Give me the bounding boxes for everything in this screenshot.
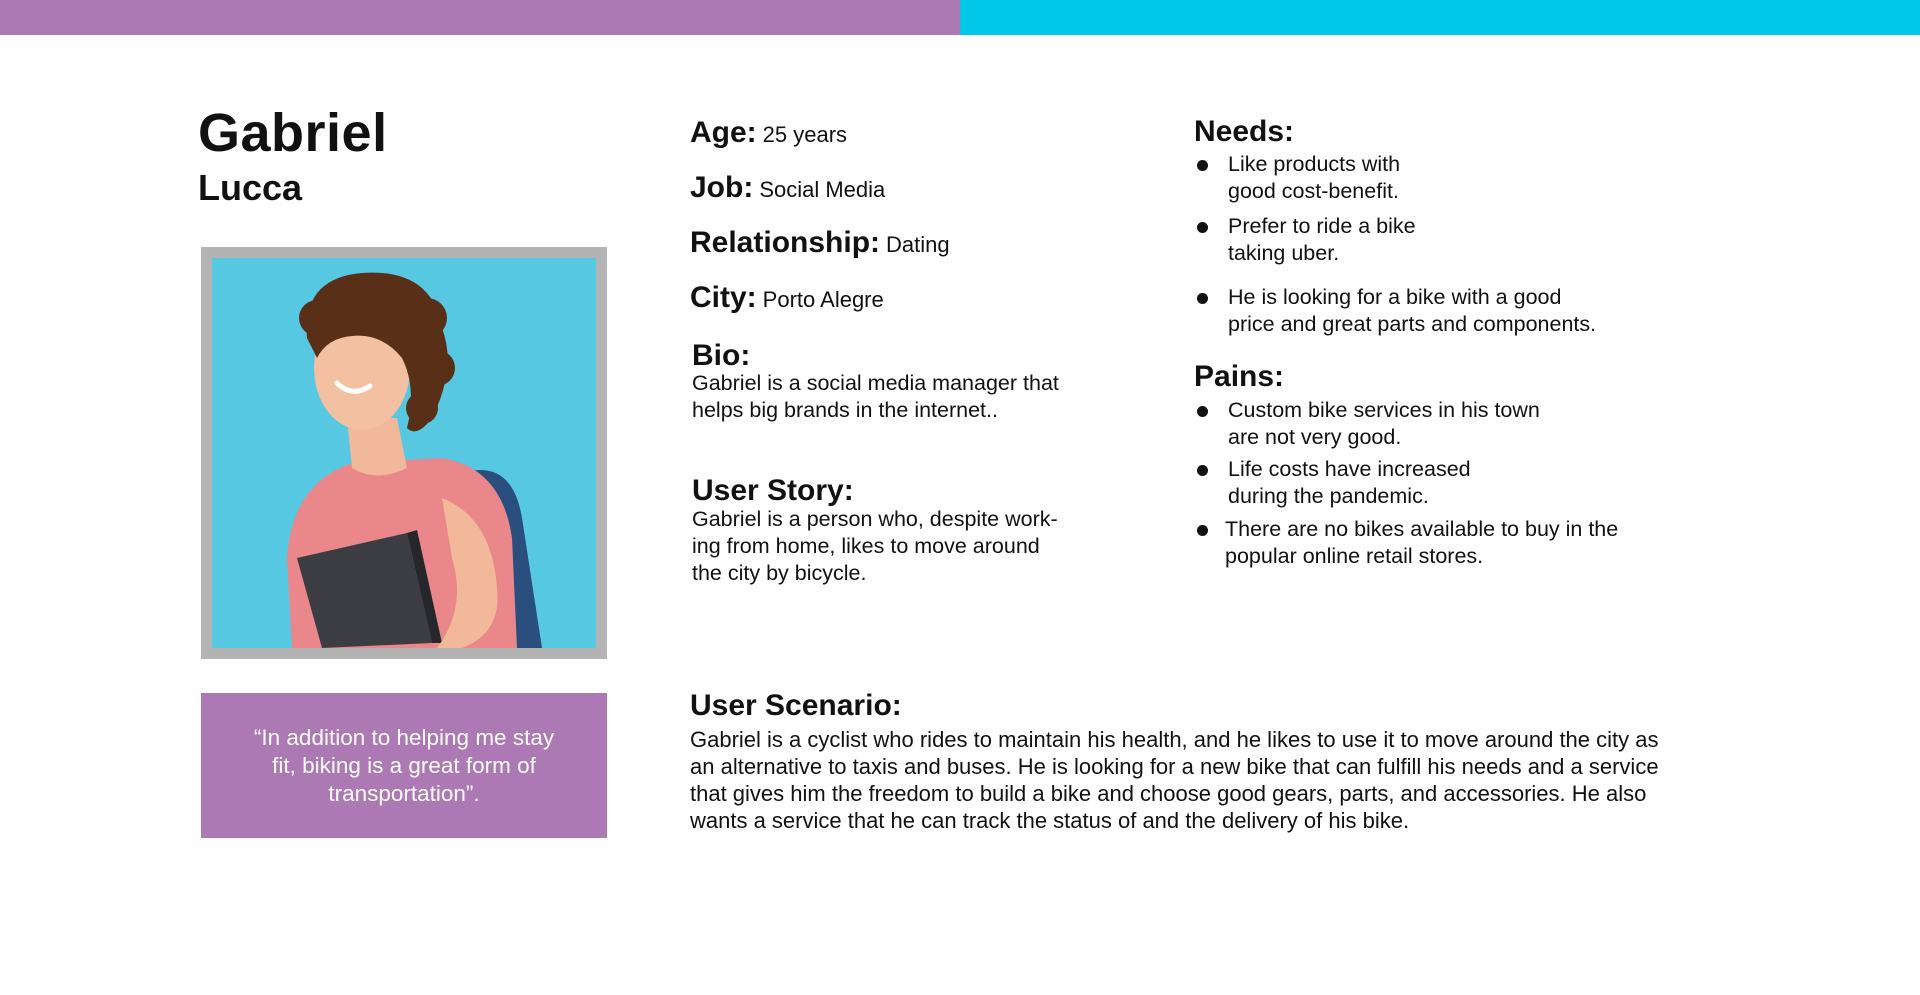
persona-photo-illustration — [212, 258, 596, 648]
pains-item — [1194, 516, 1794, 597]
bullet-dot-icon — [1197, 465, 1208, 476]
age-label: Age: — [690, 116, 757, 149]
job-row — [690, 171, 885, 205]
user-scenario-text: Gabriel is a cyclist who rides to maintain his health, and he likes to use it to move around the city as an alternative to taxis and buses. He is looking for a new bike that can fulfill his needs and a service that gives him the freedom to build a bike and choose good gears, parts, and accessories. He also wants a service that he can track the status of and the delivery of his bike. — [690, 727, 1659, 833]
user-scenario-title: User Scenario: — [690, 689, 902, 722]
age-value: 25 years — [762, 122, 848, 147]
persona-photo — [212, 258, 596, 648]
pains-title: Pains: — [1194, 360, 1285, 393]
job-value: Social Media — [759, 177, 886, 202]
needs-item-text: Prefer to ride a bike taking uber. — [1228, 214, 1416, 265]
bullet-dot-icon — [1197, 160, 1208, 171]
bullet-dot-icon — [1197, 222, 1208, 233]
needs-title: Needs: — [1194, 115, 1295, 148]
top-bar-purple — [0, 0, 960, 35]
bullet-dot-icon — [1197, 525, 1208, 536]
persona-quote: “In addition to helping me stay fit, biking is a great form of transportation”. — [253, 724, 555, 806]
quote-box — [201, 693, 607, 838]
needs-item — [1194, 213, 1794, 294]
relationship-label: Relationship: — [690, 226, 881, 259]
city-row — [690, 281, 884, 315]
job-label: Job: — [690, 171, 754, 204]
city-value: Porto Alegre — [762, 287, 884, 312]
user-story-text: Gabriel is a person who, despite work- ing from home, likes to move around the city by bicycle. — [692, 507, 1058, 585]
persona-last-name: Lucca — [198, 167, 303, 208]
top-bar-cyan — [960, 0, 1920, 35]
user-story-title: User Story: — [692, 474, 854, 507]
relationship-value: Dating — [886, 232, 950, 257]
pains-item-text: Life costs have increased during the pandemic. — [1228, 457, 1471, 508]
needs-item-text: Like products with good cost-benefit. — [1228, 152, 1401, 203]
bio-text: Gabriel is a social media manager that helps big brands in the internet.. — [692, 371, 1059, 422]
city-label: City: — [690, 281, 757, 314]
pains-item-text: Custom bike services in his town are not very good. — [1228, 398, 1540, 449]
needs-item — [1194, 284, 1794, 365]
age-row — [690, 116, 847, 150]
pains-item-text: There are no bikes available to buy in the popular online retail stores. — [1225, 517, 1619, 568]
persona-first-name: Gabriel — [198, 103, 388, 163]
bullet-dot-icon — [1197, 406, 1208, 417]
bio-title: Bio: — [692, 339, 751, 372]
photo-frame — [201, 247, 607, 659]
needs-item-text: He is looking for a bike with a good price and great parts and components. — [1228, 285, 1597, 336]
bullet-dot-icon — [1197, 293, 1208, 304]
relationship-row — [690, 226, 950, 260]
